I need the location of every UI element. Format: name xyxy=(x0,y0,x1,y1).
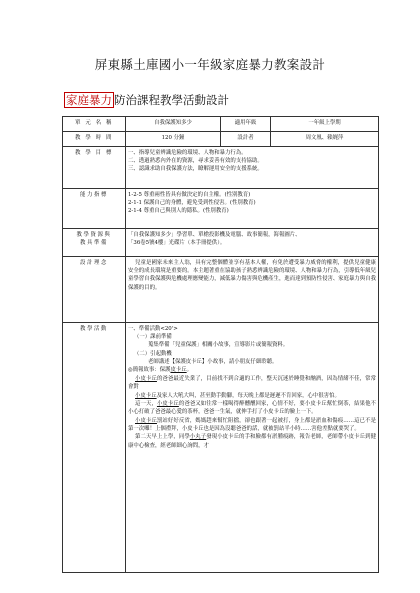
goal-item: 三、認識求助自我保護方法，瞭解運用安全的支援系統。 xyxy=(128,166,263,173)
story-name: 小皮卡丘 xyxy=(156,400,179,407)
story-name: 皮卡丘 xyxy=(170,367,187,374)
section-heading-rest: 防治課程教學活動設計 xyxy=(114,93,229,107)
activity-heading: 一、準備活動<20'> xyxy=(128,325,178,332)
concept-label: 設計理念 xyxy=(63,257,126,323)
story-name: 小皮卡丘 xyxy=(135,392,157,399)
indicators-label: 能力指標 xyxy=(63,189,126,229)
goals-row xyxy=(63,147,379,189)
unit-value: 自我保護知多少 xyxy=(126,117,221,132)
activity-subheading: （二）引起動機 xyxy=(134,350,172,357)
document-title: 屏東縣土庫國小一年級家庭暴力教案設計 xyxy=(94,57,326,72)
lesson-plan-table xyxy=(62,116,379,573)
activities-row xyxy=(63,323,379,573)
activity-text: 老師講述【保護皮卡丘】小故事，請小朋友仔細聆聽。 xyxy=(148,359,278,365)
resources-label: 教學資源與 教具準備 xyxy=(63,229,126,257)
story-name: 小皮卡丘 xyxy=(135,375,157,382)
story-paragraph: 小皮卡丘的爸爸最近失業了，目前找不到合適的工作，整天沉迷於睡覺和酗酒，因為情緒不佳，常常會對 xyxy=(128,375,376,391)
grade-value: 一年級上學期 xyxy=(271,117,379,132)
activity-subheading: （一）課前準備 xyxy=(134,333,172,340)
indicator-item: 1-2-5 尊重兩性皆具有做決定的自主權。(性別教育) xyxy=(128,191,251,198)
concept-text: 兒童是國家未來主人翁，具有完整個體並享有基本人權，有免於遭受暴力威脅的權利，提供兒童健康安全的成長環境是重要的。本主題著重在協助孩子熟悉辨識危險的環境、人物和暴力行為，引導低年級兒童學習自我保護與危機處理應變能力，減低暴力傷害與危機產生，進而達到預防性侵害、家庭暴力與自我保護的目的。 xyxy=(128,259,376,291)
unit-row xyxy=(63,117,379,132)
grade-label: 適用年級 xyxy=(221,117,271,132)
story-name: 小皮卡丘 xyxy=(135,417,157,424)
indicator-item: 2-1-1 保護自己的身體，避免受到性侵害。(性別教育) xyxy=(128,199,256,206)
resources-line: 「36卷5號4樓」光碟片（本手冊提供）。 xyxy=(128,239,226,246)
resources-row xyxy=(63,229,379,257)
resources-content xyxy=(126,229,379,257)
time-value: 120 分鐘 xyxy=(126,132,221,147)
resources-line: 「自我保護知多少」學習單、單槍投影機及電腦、故事簡報，海報圖片、 xyxy=(128,231,301,238)
time-label: 教 學 時 間 xyxy=(63,132,126,147)
goals-content xyxy=(126,147,379,189)
indicators-content xyxy=(126,189,379,229)
unit-label: 單 元 名 稱 xyxy=(63,117,126,132)
indicators-row xyxy=(63,189,379,229)
designer-label: 設計者 xyxy=(221,132,271,147)
time-row xyxy=(63,132,379,147)
concept-row xyxy=(63,257,379,323)
story-paragraph: 小皮卡丘及家人大吼大叫，甚至動手動腳，每天晚上都是遲遲不肯回家，心中很害怕。 xyxy=(135,392,340,399)
concept-content xyxy=(126,257,379,323)
story-paragraph: 第二天早上上學，同學小丸子發現小皮卡丘的手和臉都有淤腫痕跡，報告老師，老師帶小皮卡丘到健康中心檢查，經老師細心詢問，才 xyxy=(128,434,376,449)
indicator-item: 2-1-4 尊重自己與別人的隱私。(性別教育) xyxy=(128,208,229,215)
activities-content xyxy=(126,323,379,573)
story-name: 小丸子 xyxy=(189,434,207,441)
activity-text: 蒐集準備「兒童保護」相關小故事，宣導影片或簡報資料。 xyxy=(148,342,289,349)
section-heading xyxy=(64,92,229,108)
goals-label: 教 學 目 標 xyxy=(63,147,126,189)
designer-value: 周文凰、賴娓萍 xyxy=(271,132,379,147)
story-paragraph: 這一天，小皮卡丘的爸爸又如往常一樣喝得醉醺醺回家，心情不好，要小皮卡丘幫忙倒茶，結果他不小心打破了爸爸最心愛的茶杯，爸爸一生氣，就伸手打了小皮卡丘的臉上一下。 xyxy=(128,400,376,416)
section-heading-highlight: 家庭暴力 xyxy=(66,93,112,107)
goal-item: 二、透過熟悉內外在的資源，尋求妥善有效的支持協助。 xyxy=(128,157,263,164)
activities-label: 教學活動 xyxy=(63,323,126,573)
goal-item: 一、指導兒童辨識危險的環境、人物和暴力行為。 xyxy=(128,149,247,156)
story-paragraph: 小皮卡丘罰站好好反省，媽媽趕來幫忙阻擋，卻也跟著一起被打，身上都是淤血和傷痕……這已不是第一次囉！上個禮拜，小皮卡丘也是因為沒聽爸爸的話，就被罰站半小時……害他差點就要哭了。 xyxy=(128,417,376,432)
activity-text: ◎簡報故事：保護皮卡丘。 xyxy=(128,367,193,374)
